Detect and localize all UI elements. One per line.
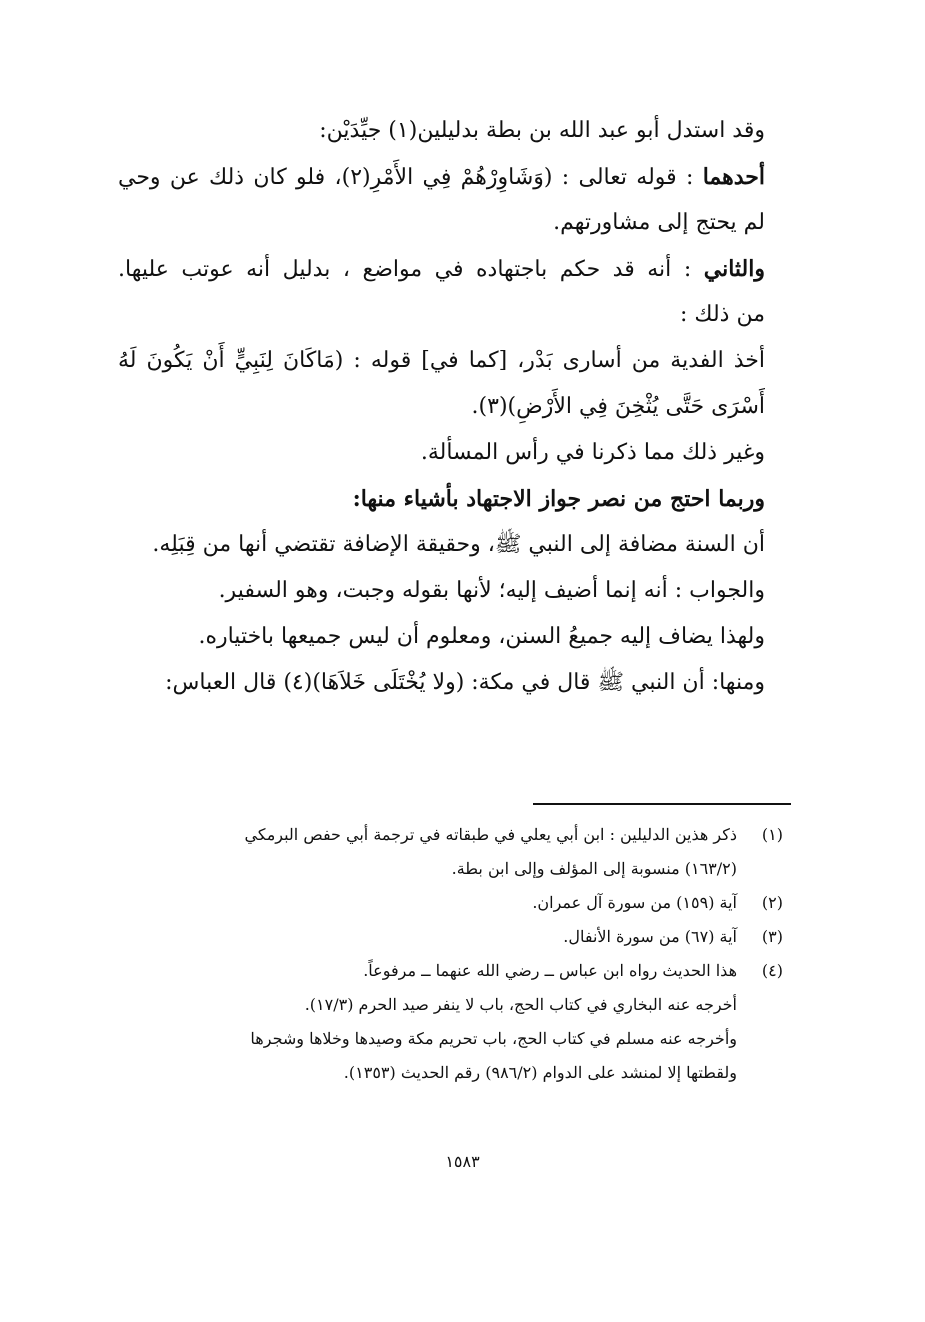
text-line-10 <box>118 522 765 568</box>
text-line-5 <box>118 292 765 338</box>
line-4-bold-lead: والثاني <box>703 256 765 282</box>
footnote-3 <box>110 920 783 954</box>
footnote-4-line-4: ولقطتها إلا لمنشد على الدوام (٩٨٦/٢) رقم الحديث (١٣٥٣). <box>343 1063 737 1082</box>
line-4-text: : أنه قد حكم باجتهاده في مواضع ، بدليل أنه عوتب عليها. <box>118 257 704 282</box>
footnote-2-number: (٢) <box>761 893 783 912</box>
line-2-bold-lead: أحدهما <box>702 164 765 190</box>
footnote-4-number: (٤) <box>761 961 783 980</box>
main-text-body <box>118 108 765 706</box>
footnotes-section <box>110 818 783 1090</box>
footnote-separator <box>533 803 791 805</box>
footnote-3-number: (٣) <box>761 927 783 946</box>
footnote-1 <box>110 818 783 852</box>
text-line-6 <box>118 338 765 384</box>
text-line-12 <box>118 614 765 660</box>
footnote-4-line-2: أخرجه عنه البخاري في كتاب الحج، باب لا ينفر صيد الحرم (١٧/٣). <box>304 995 737 1014</box>
footnote-1-line-2: (١٦٣/٢) منسوبة إلى المؤلف وإلى ابن بطة. <box>451 859 737 878</box>
text-line-9 <box>118 476 765 522</box>
text-line-8 <box>118 430 765 476</box>
line-5-text: من ذلك : <box>680 302 765 327</box>
text-line-3 <box>118 200 765 246</box>
line-12-text: ولهذا يضاف إليه جميعُ السنن، ومعلوم أن ليس جميعها باختياره. <box>198 624 765 649</box>
footnote-1-number: (١) <box>761 825 783 844</box>
text-line-2 <box>118 154 765 200</box>
line-9-bold-heading: وربما احتج من نصر جواز الاجتهاد بأشياء منها: <box>352 486 765 512</box>
text-line-1 <box>118 108 765 154</box>
text-line-4 <box>118 246 765 292</box>
line-13-text: ومنها: أن النبي ﷺ قال في مكة: (ولا يُخْتَلَى خَلاَهَا)(٤) قال العباس: <box>165 670 765 695</box>
line-10-text: أن السنة مضافة إلى النبي ﷺ، وحقيقة الإضافة تقتضي أنها من قِبَلِه. <box>152 532 765 557</box>
text-line-7 <box>118 384 765 430</box>
page-number: ١٥٨٣ <box>445 1152 480 1171</box>
footnote-2-line-1: آية (١٥٩) من سورة آل عمران. <box>532 893 737 912</box>
text-line-13 <box>118 660 765 706</box>
footnote-1-line-1: ذكر هذين الدليلين : ابن أبي يعلي في طبقاته في ترجمة أبي حفص البرمكي <box>244 825 737 844</box>
line-8-text: وغير ذلك مما ذكرنا في رأس المسألة. <box>420 440 765 465</box>
footnote-4-line-3: وأخرجه عنه مسلم في كتاب الحج، باب تحريم مكة وصيدها وخلاها وشجرها <box>250 1029 737 1048</box>
line-6-text: أخذ الفدية من أسارى بَدْر، [كما في] قوله : (مَاكَانَ لِنَبِيٍّ أَنْ يَكُونَ لَهُ <box>118 348 765 373</box>
text-line-11 <box>118 568 765 614</box>
line-1-text: وقد استدل أبو عبد الله بن بطة بدليلين(١) جيِّدَيْن: <box>319 118 765 143</box>
line-7-text: أَسْرَى حَتَّى يُثْخِنَ فِي الأَرْضِ)(٣). <box>471 394 765 419</box>
footnote-2 <box>110 886 783 920</box>
line-11-text: والجواب : أنه إنما أضيف إليه؛ لأنها بقوله وجبت، وهو السفير. <box>218 578 765 603</box>
footnote-4 <box>110 954 783 988</box>
footnote-4-line-1: هذا الحديث رواه ابن عباس ــ رضي الله عنهما ــ مرفوعاً. <box>363 961 737 980</box>
footnote-3-line-1: آية (٦٧) من سورة الأنفال. <box>563 927 737 946</box>
line-3-text: لم يحتج إلى مشاورتهم. <box>553 210 765 235</box>
line-2-text: : قوله تعالى : (وَشَاوِرْهُمْ فِي الأَمْرِ(٢)، فلو كان ذلك عن وحي <box>118 165 703 190</box>
